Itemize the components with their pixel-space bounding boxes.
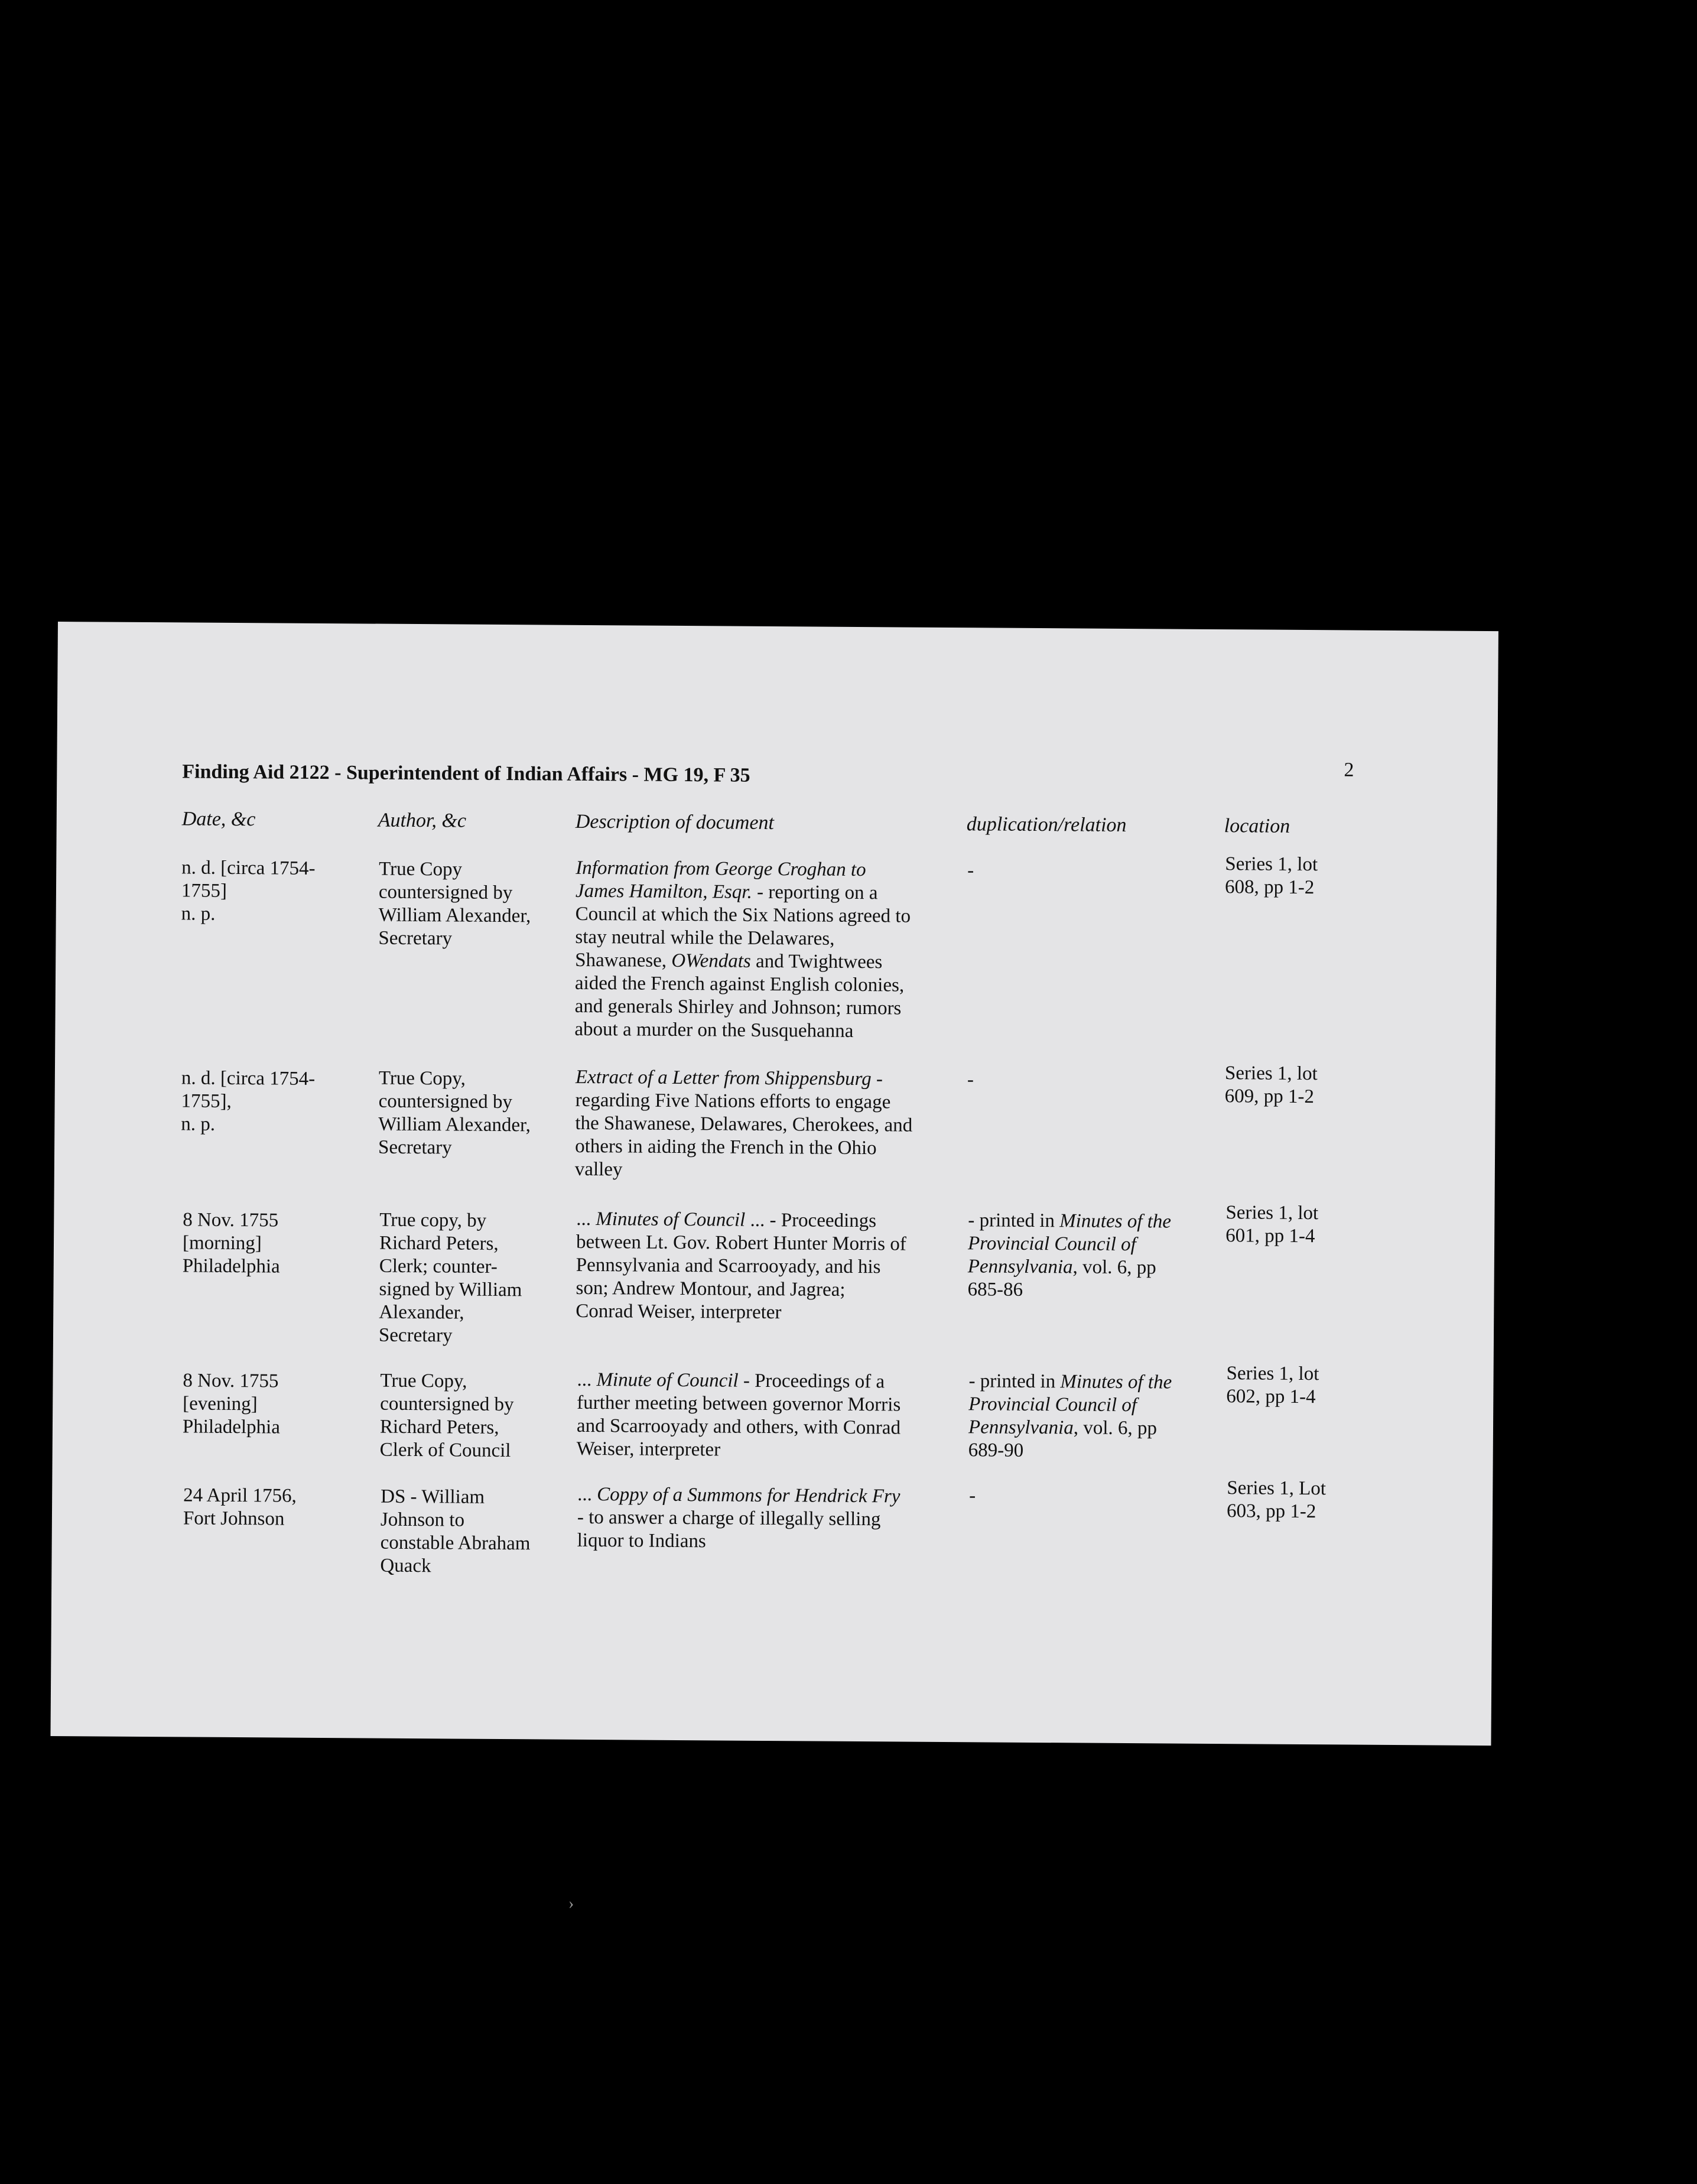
row-1-description-line: and generals Shirley and Johnson; rumors — [574, 995, 902, 1019]
row-5-description — [577, 1483, 900, 1555]
row-4-author-line: Richard Peters, — [379, 1416, 499, 1438]
row-2-author-line: William Alexander, — [378, 1113, 531, 1136]
row-2-duplication: - — [967, 1069, 974, 1091]
row-3-description-line — [576, 1208, 906, 1233]
description-text: ... — [577, 1369, 597, 1391]
duplication-text: , vol. 6, pp — [1072, 1256, 1156, 1279]
document-title-italic: Minutes of Council — [596, 1208, 746, 1231]
row-3-author-line: Clerk; counter- — [379, 1255, 498, 1278]
row-1-author — [378, 858, 531, 951]
row-1-date-line: n. d. [circa 1754- — [181, 857, 316, 879]
document-title-italic: James Hamilton, Esqr. — [575, 880, 752, 903]
row-3-author-line: Richard Peters, — [379, 1232, 499, 1254]
row-1-description-line: aided the French against English colonies, — [574, 972, 905, 996]
row-4-description-line: and Scarrooyady and others, with Conrad — [576, 1415, 901, 1439]
document-title-italic: Extract of a Letter from Shippensburg — [575, 1066, 872, 1090]
row-4-location-line: Series 1, lot — [1226, 1363, 1319, 1385]
row-2-author — [378, 1067, 531, 1161]
description-text: and Twightwees — [750, 950, 883, 973]
row-3-duplication-line — [968, 1209, 1171, 1233]
row-4-duplication-line — [968, 1416, 1172, 1440]
column-header-description: Description of document — [575, 810, 775, 834]
row-1-author-line: True Copy — [379, 858, 463, 880]
row-1-location-line: Series 1, lot — [1225, 853, 1318, 876]
row-5-location-line: 603, pp 1-2 — [1226, 1500, 1316, 1523]
row-2-author-line: countersigned by — [378, 1090, 513, 1113]
row-1-date-line: 1755] — [181, 880, 227, 902]
row-5-duplication: - — [969, 1485, 976, 1507]
row-2-author-line: Secretary — [378, 1136, 452, 1159]
description-text: - — [871, 1068, 883, 1090]
row-3-duplication-line: Provincial Council of — [967, 1233, 1136, 1256]
row-3-location-line: Series 1, lot — [1225, 1202, 1319, 1224]
row-5-author-line: DS - William — [381, 1486, 485, 1508]
row-2-description — [575, 1066, 913, 1184]
row-1-author-line: Secretary — [378, 927, 453, 950]
row-4-author — [380, 1370, 514, 1462]
row-3-description-line: Conrad Weiser, interpreter — [576, 1300, 782, 1324]
row-3-duplication-line: 685-86 — [967, 1279, 1023, 1301]
page-title: Finding Aid 2122 - Superintendent of Indian Affairs - MG 19, F 35 — [182, 760, 750, 786]
row-4-duplication-line: 689-90 — [968, 1439, 1024, 1461]
row-4-author-line: Clerk of Council — [379, 1439, 511, 1462]
publication-title-italic: Pennsylvania — [968, 1416, 1074, 1439]
document-title-italic: Minute of Council — [596, 1369, 739, 1392]
page-number: 2 — [1344, 759, 1354, 781]
row-3-location-line: 601, pp 1-4 — [1225, 1225, 1315, 1247]
description-text: ... — [577, 1483, 597, 1506]
row-3-date — [183, 1208, 281, 1278]
column-header-duplication: duplication/relation — [966, 813, 1127, 837]
description-text: - Proceedings of a — [738, 1370, 885, 1393]
row-4-location-line: 602, pp 1-4 — [1226, 1386, 1316, 1408]
row-2-date-line: n. d. [circa 1754- — [181, 1067, 316, 1090]
row-4-description-line: further meeting between governor Morris — [577, 1392, 901, 1416]
row-5-location-line: Series 1, Lot — [1227, 1477, 1327, 1500]
column-header-location: location — [1224, 815, 1290, 837]
row-3-location — [1225, 1201, 1318, 1248]
row-4-description-line: Weiser, interpreter — [576, 1438, 721, 1461]
row-3-author-line: Secretary — [378, 1324, 453, 1347]
row-1-description-line — [576, 880, 911, 905]
row-4-date-line: 8 Nov. 1755 — [183, 1370, 279, 1392]
description-text: ... - Proceedings — [745, 1209, 877, 1232]
duplication-text: - printed in — [968, 1370, 1061, 1393]
row-3-date-line: 8 Nov. 1755 — [183, 1209, 279, 1231]
row-5-author-line: constable Abraham — [380, 1532, 531, 1555]
row-5-description-line — [577, 1483, 900, 1509]
row-4-location — [1226, 1362, 1319, 1409]
row-2-description-line: others in aiding the French in the Ohio — [575, 1135, 877, 1159]
row-2-date — [181, 1067, 315, 1136]
row-4-duplication-line: Provincial Council of — [968, 1393, 1137, 1416]
publication-title-italic: Pennsylvania — [967, 1256, 1073, 1278]
row-4-description-line — [577, 1369, 900, 1394]
row-4-description — [577, 1369, 901, 1463]
row-5-author-line: Johnson to — [380, 1509, 465, 1531]
description-text: ... — [576, 1208, 596, 1230]
column-header-date: Date, &c — [181, 808, 256, 831]
row-2-location-line: 609, pp 1-2 — [1224, 1086, 1315, 1108]
row-1-date — [181, 856, 316, 926]
document-title-italic: Coppy of a Summons for Hendrick Fry — [597, 1484, 900, 1507]
row-3-date-line: [morning] — [182, 1232, 262, 1254]
row-5-author — [380, 1486, 531, 1579]
duplication-text: , vol. 6, pp — [1073, 1417, 1158, 1439]
row-3-author-line: signed by William — [379, 1278, 522, 1301]
row-5-date — [183, 1484, 297, 1530]
row-4-date — [183, 1369, 281, 1439]
row-3-date-line: Philadelphia — [182, 1255, 280, 1278]
row-1-author-line: William Alexander, — [378, 904, 531, 927]
row-5-location — [1227, 1477, 1326, 1523]
row-4-author-line: countersigned by — [380, 1393, 514, 1416]
column-header-author: Author, &c — [378, 809, 467, 832]
row-2-description-line: regarding Five Nations efforts to engage — [575, 1089, 891, 1113]
document-page — [50, 622, 1498, 1746]
row-3-author-line: True copy, by — [379, 1209, 487, 1231]
row-4-date-line: [evening] — [183, 1393, 258, 1415]
row-2-location — [1225, 1062, 1318, 1109]
row-3-duplication-line — [968, 1255, 1171, 1279]
row-1-date-line: n. p. — [181, 903, 216, 925]
row-4-author-line: True Copy, — [380, 1370, 467, 1392]
row-2-description-line: the Shawanese, Delawares, Cherokees, and — [575, 1112, 913, 1136]
row-3-author-line: Alexander, — [379, 1301, 464, 1324]
row-2-description-line — [576, 1066, 913, 1091]
row-1-description-line: about a murder on the Susquehanna — [574, 1018, 854, 1042]
row-5-description-line: liquor to Indians — [577, 1529, 706, 1552]
row-1-description-line: stay neutral while the Delawares, — [575, 926, 835, 950]
publication-title-italic: Minutes of the — [1059, 1210, 1172, 1233]
scan-speck: › — [568, 1894, 574, 1913]
row-3-description — [576, 1208, 906, 1325]
row-1-description — [574, 857, 911, 1044]
row-4-date-line: Philadelphia — [182, 1416, 281, 1438]
row-1-description-line — [575, 949, 911, 974]
row-3-description-line: Pennsylvania and Scarrooyady, and his — [576, 1254, 881, 1278]
publication-title-italic: Minutes of the — [1060, 1371, 1172, 1393]
row-5-date-line: 24 April 1756, — [183, 1484, 297, 1507]
duplication-text: - printed in — [968, 1210, 1060, 1232]
row-5-author-line: Quack — [380, 1555, 431, 1577]
description-text: Shawanese, — [575, 949, 672, 971]
row-1-description-line: Council at which the Six Nations agreed to — [575, 903, 911, 927]
row-5-date-line: Fort Johnson — [183, 1507, 285, 1530]
row-4-duplication — [968, 1370, 1172, 1463]
row-3-author — [379, 1209, 522, 1348]
row-3-description-line: between Lt. Gov. Robert Hunter Morris of — [576, 1231, 906, 1255]
row-1-duplication: - — [967, 860, 974, 882]
row-2-location-line: Series 1, lot — [1224, 1062, 1318, 1085]
document-title-italic: OWendats — [671, 950, 751, 972]
description-text: - reporting on a — [752, 881, 878, 904]
row-1-location-line: 608, pp 1-2 — [1224, 876, 1315, 899]
row-2-date-line: 1755], — [181, 1090, 232, 1112]
row-4-duplication-line — [968, 1370, 1172, 1394]
row-1-location — [1225, 853, 1318, 899]
row-1-author-line: countersigned by — [378, 881, 513, 904]
row-3-description-line: son; Andrew Montour, and Jagrea; — [576, 1277, 846, 1301]
row-1-description-line: Information from George Croghan to — [576, 857, 866, 881]
row-2-author-line: True Copy, — [378, 1067, 466, 1090]
row-2-description-line: valley — [574, 1158, 623, 1181]
row-3-duplication — [967, 1209, 1171, 1302]
row-5-description-line: - to answer a charge of illegally selling — [577, 1506, 881, 1530]
row-2-date-line: n. p. — [181, 1113, 216, 1135]
